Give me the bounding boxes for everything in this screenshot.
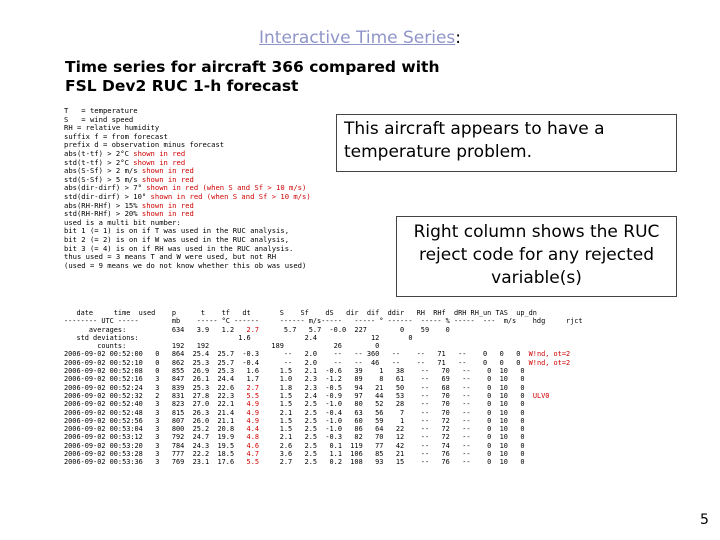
legend-line <box>64 262 311 271</box>
link-line <box>0 28 720 48</box>
flagged-value: 4.6 <box>246 441 259 450</box>
callout-reject-code: Right column shows the RUC reject code for any rejected variable(s) <box>396 216 677 297</box>
table-row <box>64 317 583 325</box>
line-text: 2006-09-02 00:52:40 3 823 27.0 22.1 <box>64 400 247 409</box>
table-row <box>64 417 583 425</box>
table-row <box>64 309 583 317</box>
flagged-value: shown in red (when S and Sf > 10 m/s) <box>146 183 307 193</box>
flagged-value: 5.5 <box>246 391 259 400</box>
link-colon: : <box>455 28 461 48</box>
line-text: 2006-09-02 00:52:48 3 815 26.3 21.4 <box>64 408 247 417</box>
flagged-value: 4.9 <box>246 400 259 409</box>
line-text: 2006-09-02 00:52:08 0 855 26.9 25.3 1.6 1.5 2.1 -0.6 39 1 38 -- 70 -- 0 10 0 <box>64 367 525 376</box>
flagged-value: ULV0 <box>532 391 550 400</box>
line-text: 2006-09-02 00:52:16 3 847 26.1 24.4 1.7 1.0 2.3 -1.2 89 8 61 -- 69 -- 0 10 0 <box>64 375 525 384</box>
flagged-value: shown in red <box>141 174 194 184</box>
table-row <box>64 425 583 433</box>
line-text: 1.5 2.5 -1.0 86 64 22 -- 72 -- 0 10 0 <box>259 425 525 434</box>
line-text: 2006-09-02 00:53:36 3 769 23.1 17.6 <box>64 458 247 467</box>
line-text: 2006-09-02 00:53:20 3 784 24.3 19.5 <box>64 441 247 450</box>
line-text: 2006-09-02 00:52:10 0 862 25.3 25.7 -0.4 -- 2.0 -- -- 46 -- -- 71 -- 0 0 0 <box>64 358 529 367</box>
table-row <box>64 409 583 417</box>
flagged-value: W!nd, ot=2 <box>528 358 571 367</box>
screenshot-title: Time series for aircraft 366 compared with FSL Dev2 RUC 1-h forecast <box>65 58 440 95</box>
flagged-value: shown in red <box>141 209 194 219</box>
line-text: 2.7 2.5 0.2 108 93 15 -- 76 -- 0 10 0 <box>259 458 525 467</box>
flagged-value: 4.9 <box>246 408 259 417</box>
flagged-value: 4.7 <box>246 450 259 459</box>
line-text: std deviations: 1.6 2.4 12 0 <box>64 333 413 342</box>
flagged-value: W!nd, ot=2 <box>528 350 571 359</box>
line-text: 2.1 2.5 -0.3 82 70 12 -- 72 -- 0 10 0 <box>259 433 525 442</box>
table-row <box>64 334 583 342</box>
line-text: 1.5 2.5 -1.0 60 59 1 -- 72 -- 0 10 0 <box>259 416 525 425</box>
interactive-time-series-link[interactable]: Interactive Time Series <box>259 28 456 48</box>
page-number: 5 <box>700 512 709 528</box>
flagged-value: 2.7 <box>246 325 259 334</box>
line-text: 5.7 5.7 -0.0 227 0 59 0 <box>259 325 450 334</box>
table-row <box>64 367 583 375</box>
line-text: std(dir-dirf) > 10° <box>64 191 151 201</box>
table-row <box>64 392 583 400</box>
line-text: (used = 9 means we do not know whether this ob was used) <box>64 260 307 270</box>
line-text: 2.1 2.5 -0.4 63 56 7 -- 70 -- 0 10 0 <box>259 408 525 417</box>
line-text: suffix f = from forecast <box>64 131 168 141</box>
table-row <box>64 433 583 441</box>
line-text: counts: 192 192 189 26 0 <box>64 342 380 351</box>
line-text: thus used = 3 means T and W were used, but not RH <box>64 252 277 262</box>
line-text: used is a multi bit number: <box>64 217 181 227</box>
flagged-value: shown in red <box>141 200 194 210</box>
line-text: std(t-tf) > 2°C <box>64 157 134 167</box>
line-text: 2006-09-02 00:53:04 3 800 25.2 20.8 <box>64 425 247 434</box>
line-text: 1.8 2.3 -0.5 94 21 50 -- 68 -- 0 10 0 <box>259 383 525 392</box>
flagged-value: 4.4 <box>246 425 259 434</box>
line-text: 1.5 2.5 -1.0 80 52 28 -- 70 -- 0 10 0 <box>259 400 525 409</box>
time-series-table <box>64 309 583 467</box>
flagged-value: 2.7 <box>246 383 259 392</box>
line-text: 2006-09-02 00:52:24 3 839 25.3 22.6 <box>64 383 247 392</box>
line-text: 2006-09-02 00:52:00 0 864 25.4 25.7 -0.3 -- 2.0 -- -- 360 -- -- 71 -- 0 0 0 <box>64 350 529 359</box>
line-text: 2006-09-02 00:52:32 2 831 27.8 22.3 <box>64 391 247 400</box>
line-text: -------- UTC ----- mb ----- °C ------ ------ m/s----- ----- ° ------ ----- % ----- --- m/s hdg rjct <box>64 317 583 326</box>
flagged-value: shown in red (when S and Sf > 10 m/s) <box>150 191 311 201</box>
table-row <box>64 326 583 334</box>
table-row <box>64 450 583 458</box>
line-text: 2.6 2.5 0.1 119 77 42 -- 74 -- 0 10 0 <box>259 441 525 450</box>
table-row <box>64 342 583 350</box>
line-text: 2006-09-02 00:53:12 3 792 24.7 19.9 <box>64 433 247 442</box>
flagged-value: 5.5 <box>246 458 259 467</box>
line-text: bit 3 (= 4) is on if RH was used in the RUC analysis. <box>64 243 294 253</box>
line-text: 3.6 2.5 1.1 106 85 21 -- 76 -- 0 10 0 <box>259 450 525 459</box>
flagged-value: shown in red <box>133 157 186 167</box>
flagged-value: shown in red <box>133 148 186 158</box>
line-text: bit 2 (= 2) is on if W was used in the RUC analysis, <box>64 234 290 244</box>
table-row <box>64 442 583 450</box>
table-row <box>64 400 583 408</box>
line-text: 2006-09-02 00:52:56 3 807 26.0 21.1 <box>64 416 247 425</box>
flagged-value: 4.8 <box>246 433 259 442</box>
flagged-value: 4.9 <box>246 416 259 425</box>
table-row <box>64 359 583 367</box>
line-text: date time used p t tf dt S Sf dS dir dif ddir RH RHf dRH RH_un TAS up_dn <box>64 309 537 317</box>
line-text: abs(t-tf) > 2°C <box>64 148 134 158</box>
table-row <box>64 350 583 358</box>
table-row <box>64 384 583 392</box>
line-text: prefix d = observation minus forecast <box>64 140 225 150</box>
table-row <box>64 375 583 383</box>
callout-temperature-problem: This aircraft appears to have a temperature problem. <box>336 114 677 172</box>
line-text: RH = relative humidity <box>64 123 160 133</box>
line-text: 2006-09-02 00:53:28 3 777 22.2 18.5 <box>64 450 247 459</box>
line-text: 1.5 2.4 -0.9 97 44 53 -- 70 -- 0 10 0 <box>259 391 533 400</box>
line-text: T = temperature <box>64 106 138 115</box>
legend-block <box>64 107 311 270</box>
table-row <box>64 458 583 466</box>
line-text: S = wind speed <box>64 114 134 124</box>
flagged-value: shown in red <box>141 166 194 176</box>
line-text: std(S-Sf) > 5 m/s <box>64 174 142 184</box>
line-text: averages: 634 3.9 1.2 <box>64 325 247 334</box>
line-text: abs(dir-dirf) > 7° <box>64 183 147 193</box>
line-text: std(RH-RHf) > 20% <box>64 209 142 219</box>
line-text: abs(RH-RHf) > 15% <box>64 200 142 210</box>
line-text: abs(S-Sf) > 2 m/s <box>64 166 142 176</box>
line-text: bit 1 (= 1) is on if T was used in the RUC analysis, <box>64 226 290 236</box>
